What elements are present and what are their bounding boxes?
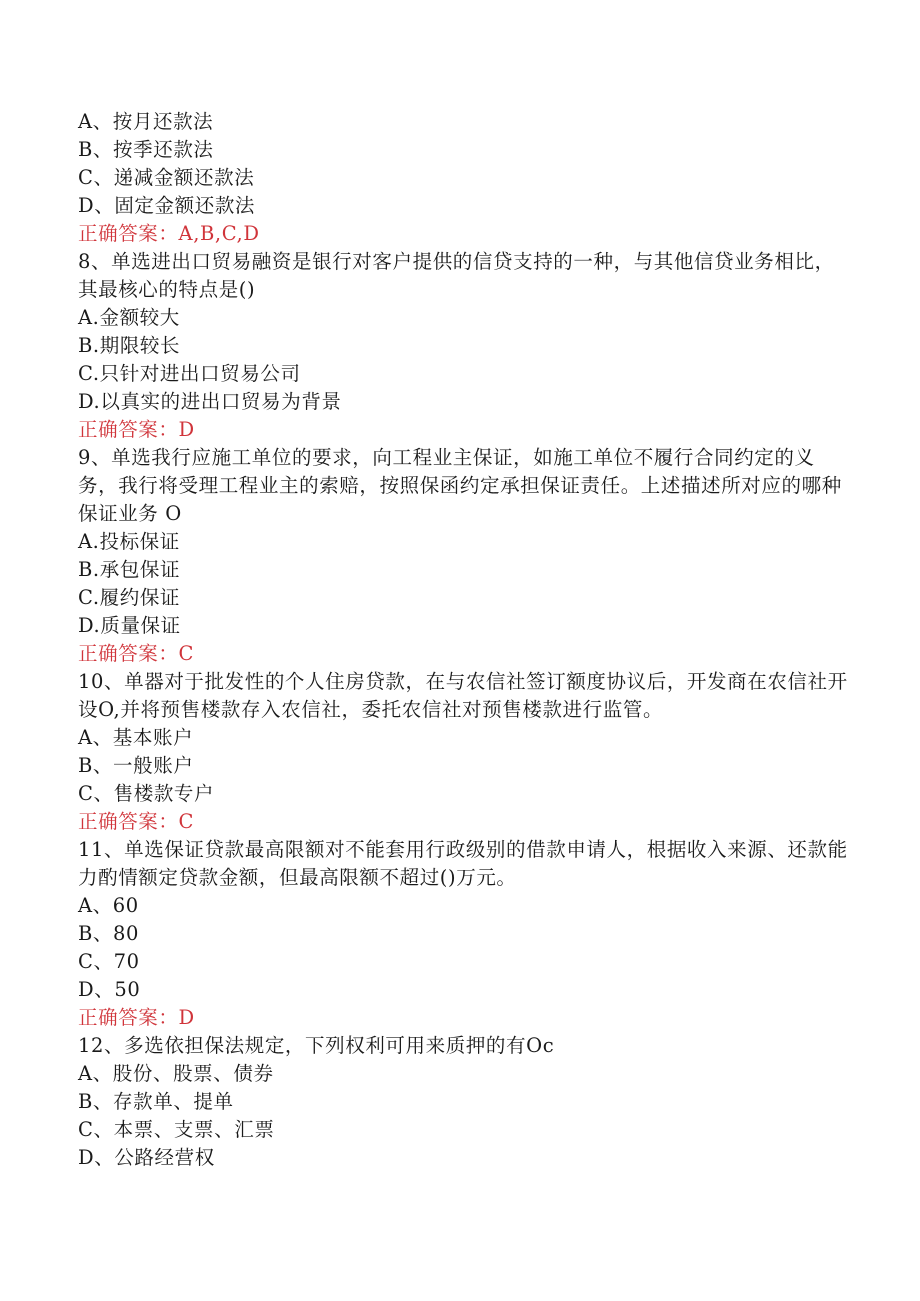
answer-label: 正确答案：	[78, 1006, 179, 1029]
option-a: A.投标保证	[78, 530, 180, 553]
question-block	[78, 444, 848, 668]
question-text: 8、单选进出口贸易融资是银行对客户提供的信贷支持的一种，与其他信贷业务相比，其最核心的特点是()	[78, 250, 835, 301]
option-b: B.承包保证	[78, 558, 181, 581]
question-block	[78, 836, 848, 1032]
option-b: B.期限较长	[78, 334, 181, 357]
question-block	[78, 1032, 848, 1172]
correct-answer	[78, 220, 848, 248]
option-c: C、递减金额还款法	[78, 166, 255, 189]
answer-label: 正确答案：	[78, 642, 179, 665]
question-block	[78, 108, 848, 248]
question-block	[78, 668, 848, 836]
option-b: B、一般账户	[78, 754, 194, 777]
option-c: C、本票、支票、汇票	[78, 1118, 275, 1141]
correct-answer	[78, 640, 848, 668]
option-a: A、60	[78, 894, 139, 917]
option-d: D.以真实的进出口贸易为背景	[78, 390, 342, 413]
answer-value: C	[178, 810, 195, 833]
option-c: C.只针对进出口贸易公司	[78, 362, 301, 385]
question-text: 11、单选保证贷款最高限额对不能套用行政级别的借款申请人，根据收入来源、还款能力酌情额定贷款金额，但最高限额不超过()万元。	[78, 838, 848, 889]
option-d: D.质量保证	[78, 614, 181, 637]
option-c: C.履约保证	[78, 586, 181, 609]
option-b: B、按季还款法	[78, 138, 214, 161]
option-a: A、按月还款法	[78, 110, 214, 133]
option-c: C、售楼款专户	[78, 782, 215, 805]
option-d: D、50	[78, 978, 141, 1001]
question-block	[78, 248, 848, 444]
question-text: 9、单选我行应施工单位的要求，向工程业主保证，如施工单位不履行合同约定的义务，我行将受理工程业主的索赔，按照保函约定承担保证责任。上述描述所对应的哪种保证业务 O	[78, 446, 842, 525]
option-d: D、公路经营权	[78, 1146, 215, 1169]
option-b: B、80	[78, 922, 140, 945]
correct-answer	[78, 1004, 848, 1032]
question-text: 10、单器对于批发性的个人住房贷款，在与农信社签订额度协议后，开发商在农信社开设O,并将预售楼款存入农信社，委托农信社对预售楼款进行监管。	[78, 670, 848, 721]
option-b: B、存款单、提单	[78, 1090, 234, 1113]
option-c: C、70	[78, 950, 140, 973]
answer-value: C	[178, 642, 195, 665]
option-a: A、基本账户	[78, 726, 194, 749]
option-a: A.金额较大	[78, 306, 180, 329]
question-list	[78, 108, 848, 1172]
correct-answer	[78, 416, 848, 444]
answer-label: 正确答案：	[78, 222, 179, 245]
answer-label: 正确答案：	[78, 418, 179, 441]
option-d: D、固定金额还款法	[78, 194, 256, 217]
answer-value: A,B,C,D	[178, 222, 260, 245]
option-a: A、股份、股票、债券	[78, 1062, 274, 1085]
answer-label: 正确答案：	[78, 810, 179, 833]
answer-value: D	[178, 1006, 195, 1029]
answer-value: D	[178, 418, 195, 441]
correct-answer	[78, 808, 848, 836]
question-text: 12、多选依担保法规定，下列权利可用来质押的有Oc	[78, 1034, 555, 1057]
